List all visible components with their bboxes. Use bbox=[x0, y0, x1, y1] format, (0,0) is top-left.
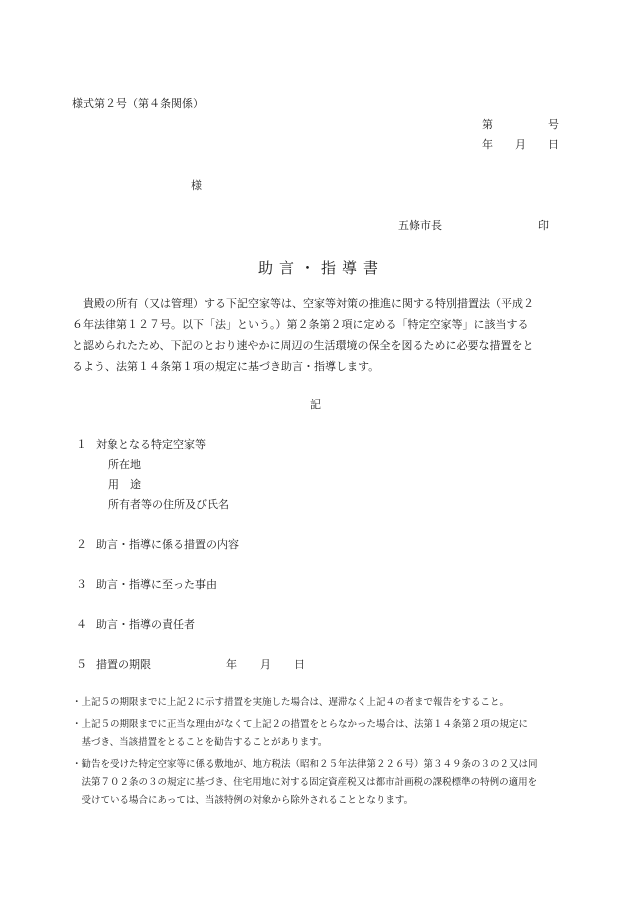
ki-heading: 記 bbox=[310, 398, 321, 411]
note-3-line: 法第７０２条の３の規定に基づき、住宅用地に対する固定資産税又は都市計画税の課税標準の特例の適用を bbox=[72, 777, 538, 788]
note-2-line: 基づき、当該措置をとることを勧告することがあります。 bbox=[72, 737, 328, 748]
form-label: 様式第２号（第４条関係） bbox=[72, 97, 204, 110]
item-5-number: ５ bbox=[76, 658, 87, 671]
date-day: 日 bbox=[548, 138, 559, 151]
date-month: 月 bbox=[515, 138, 526, 151]
seal-mark: 印 bbox=[538, 219, 549, 232]
item-4-label: 助言・指導の責任者 bbox=[96, 618, 195, 631]
body-paragraph bbox=[72, 293, 562, 377]
item-5-month: 月 bbox=[260, 658, 271, 671]
item-5-day: 日 bbox=[294, 658, 305, 671]
note-2-line: ・上記５の期限までに正当な理由がなくて上記２の措置をとらなかった場合は、法第１４条第２項の規定に bbox=[72, 719, 529, 730]
note-3-line: ・勧告を受けた特定空家等に係る敷地が、地方税法（昭和２５年法律第２２６号）第３４９条の３の２又は同 bbox=[72, 759, 538, 770]
item-1-number: １ bbox=[76, 438, 87, 451]
item-2-number: ２ bbox=[76, 538, 87, 551]
item-1-sub-location: 所在地 bbox=[108, 458, 141, 471]
body-line: と認められたため、下記のとおり速やかに周辺の生活環境の保全を図るために必要な措置をと bbox=[72, 339, 534, 352]
item-5-label: 措置の期限 bbox=[96, 658, 151, 671]
notes-section bbox=[72, 694, 572, 810]
item-1-sub-owner: 所有者等の住所及び氏名 bbox=[108, 498, 229, 511]
issuer-name: 五條市長 bbox=[398, 219, 442, 232]
body-line: るよう、法第１４条第１項の規定に基づき助言・指導します。 bbox=[72, 360, 380, 373]
item-5-year: 年 bbox=[226, 658, 237, 671]
item-1-label: 対象となる特定空家等 bbox=[96, 438, 206, 451]
note-3-line: 受けている場合にあっては、当該特例の対象から除外されることとなります。 bbox=[72, 795, 414, 806]
note-1-line: ・上記５の期限までに上記２に示す措置を実施した場合は、遅滞なく上記４の者まで報告をすること。 bbox=[72, 697, 510, 708]
item-4-number: ４ bbox=[76, 618, 87, 631]
item-1-sub-use: 用 途 bbox=[108, 478, 141, 491]
body-line: 貴殿の所有（又は管理）する下記空家等は、空家等対策の推進に関する特別措置法（平成２ bbox=[83, 297, 534, 310]
date-year: 年 bbox=[482, 138, 493, 151]
addressee-suffix: 様 bbox=[191, 179, 202, 192]
document-title: 助言・指導書 bbox=[258, 259, 385, 277]
item-3-number: ３ bbox=[76, 578, 87, 591]
item-3-label: 助言・指導に至った事由 bbox=[96, 578, 217, 591]
item-2-label: 助言・指導に係る措置の内容 bbox=[96, 538, 239, 551]
number-prefix: 第 bbox=[482, 118, 493, 131]
body-line: ６年法律第１２７号。以下「法」という。）第２条第２項に定める「特定空家等」に該当する bbox=[72, 318, 529, 331]
number-suffix: 号 bbox=[548, 118, 559, 131]
